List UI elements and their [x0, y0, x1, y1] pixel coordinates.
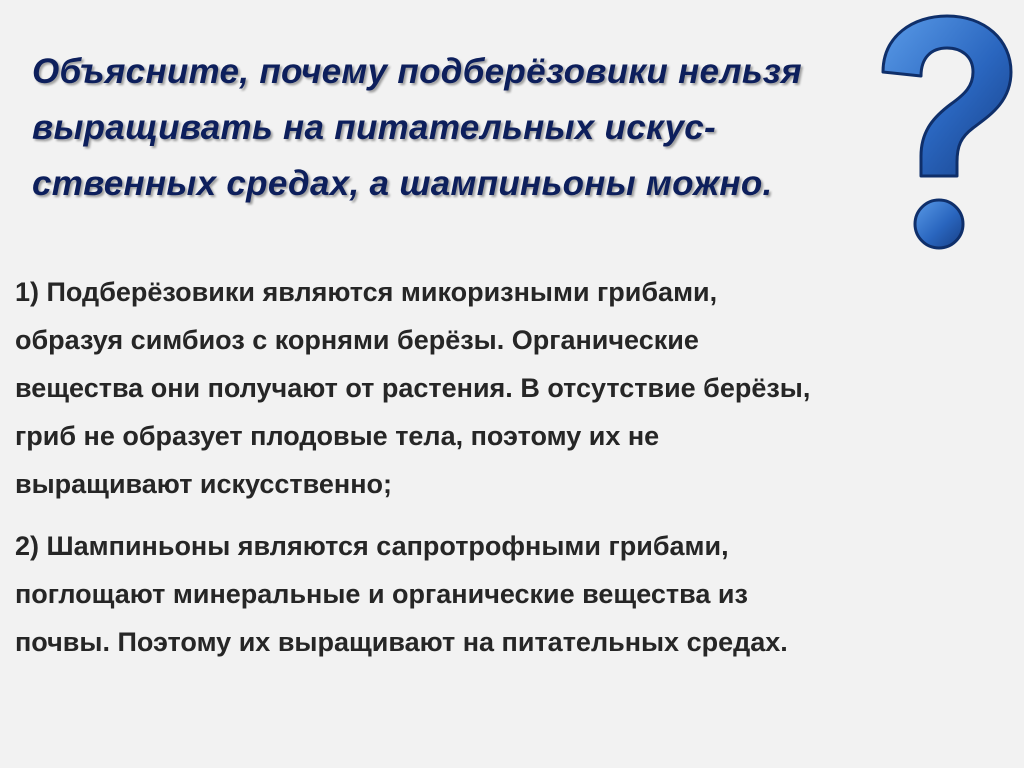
slide-title — [32, 44, 892, 212]
title-line: выращивать на питательных искус- — [32, 108, 716, 147]
title-line: ственных средах, а шампиньоны можно. — [32, 164, 773, 203]
title-line: Объясните, почему подберёзовики нельзя — [32, 52, 802, 91]
answer-line: образуя симбиоз с корнями берёзы. Органические — [15, 325, 699, 355]
answer-line: почвы. Поэтому их выращивают на питательных средах. — [15, 627, 788, 657]
answer-line: поглощают минеральные и органические вещества из — [15, 579, 748, 609]
answer-line: гриб не образует плодовые тела, поэтому их не — [15, 421, 660, 451]
answer-line: 1) Подберёзовики являются микоризными грибами, — [15, 277, 718, 307]
answer-line: вещества они получают от растения. В отсутствие берёзы, — [15, 373, 811, 403]
answer-line: 2) Шампиньоны являются сапротрофными грибами, — [15, 531, 729, 561]
answer-point-2 — [15, 522, 1010, 666]
answer-point-1 — [15, 268, 1010, 508]
answer-line: выращивают искусственно; — [15, 469, 392, 499]
